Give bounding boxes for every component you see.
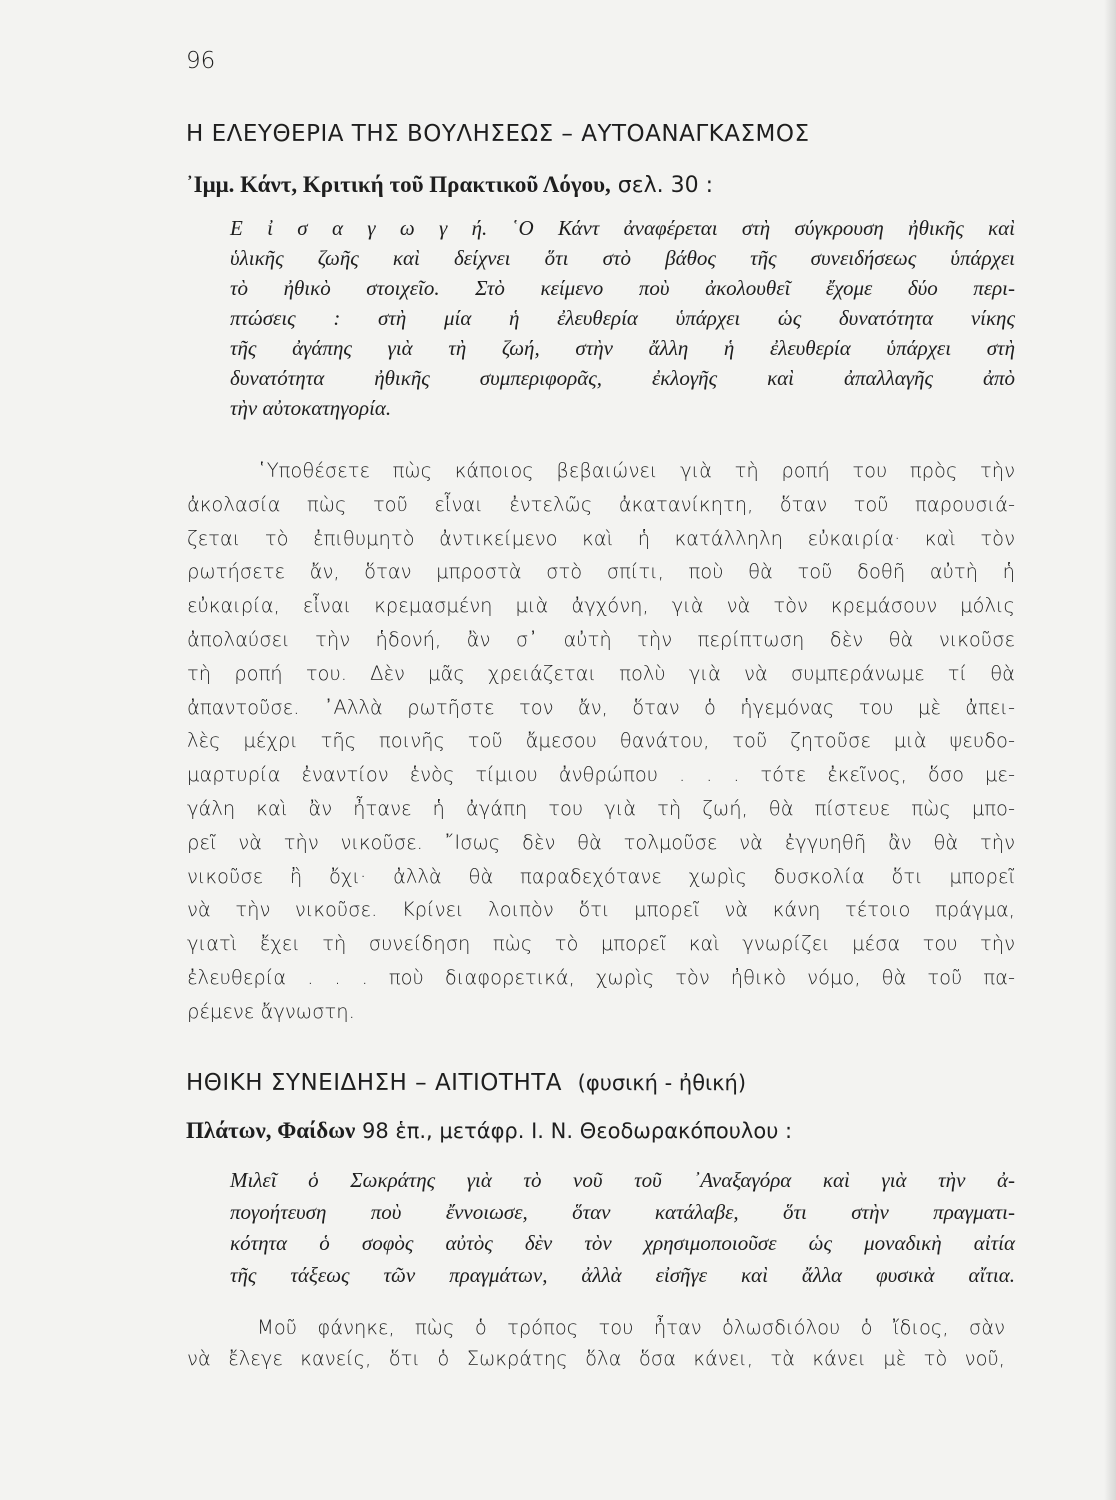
text-line: ἀπολαύσει τὴν ἡδονή, ἂν σ᾿ αὐτὴ τὴν περίπτωση δὲν θὰ νικοῦσε <box>187 628 1015 651</box>
text-line: τὸ ἠθικὸ στοιχεῖο. Στὸ κείμενο ποὺ ἀκολουθεῖ ἔχομε δύο περι- <box>230 276 1015 300</box>
text-line: τὴν αὐτοκατηγορία. <box>230 396 392 420</box>
text-line: ρεῖ νὰ τὴν νικοῦσε. ῎Ισως δὲν θὰ τολμοῦσε νὰ ἐγγυηθῆ ἂν θὰ τὴν <box>187 830 1015 854</box>
citation-plato-details: 98 ἑπ., μετάφρ. Ι. Ν. Θεοδωρακόπουλου : <box>361 1119 793 1143</box>
section-heading-text: ΗΘΙΚΗ ΣΥΝΕΙΔΗΣΗ – ΑΙΤΙΟΤΗΤΑ <box>186 1070 563 1096</box>
text-line: ὑλικῆς ζωῆς καὶ δείχνει ὅτι στὸ βάθος τῆς συνειδήσεως ὑπάρχει <box>230 246 1015 270</box>
page-number: 96 <box>186 48 216 74</box>
text-line: κότητα ὁ σοφὸς αὐτὸς δὲν τὸν χρησιμοποιοῦσε ὡς μοναδικὴ αἰτία <box>230 1231 1015 1255</box>
text-line: τῆς τάξεως τῶν πραγμάτων, ἀλλὰ εἰσῆγε καὶ ἄλλα φυσικὰ αἴτια. <box>230 1262 1015 1287</box>
text-line: Ε ἰ σ α γ ω γ ή. ῾Ο Κάντ ἀναφέρεται στὴ σύγκρουση ἠθικῆς καὶ <box>230 216 1015 240</box>
text-line: λὲς μέχρι τῆς ποινῆς τοῦ ἄμεσου θανάτου, τοῦ ζητοῦσε μιὰ ψευδο- <box>187 729 1015 753</box>
text-line: ἀκολασία πὼς τοῦ εἶναι ἐντελῶς ἀκατανίκητη, ὅταν τοῦ παρουσιά- <box>187 492 1015 516</box>
text-line: ῾Υποθέσετε πὼς κάποιος βεβαιώνει γιὰ τὴ ροπή του πρὸς τὴν <box>257 459 1015 482</box>
section-heading-freedom-of-will: Η ΕΛΕΥΘΕΡΙΑ ΤΗΣ ΒΟΥΛΗΣΕΩΣ – ΑΥΤΟΑΝΑΓΚΑΣΜΟΣ <box>186 121 810 147</box>
text-line: νὰ τὴν νικοῦσε. Κρίνει λοιπὸν ὅτι μπορεῖ νὰ κάνη τέτοιο πράγμα, <box>187 898 1015 922</box>
text-line: πογοήτευση ποὺ ἔννοιωσε, ὅταν κατάλαβε, ὅτι στὴν πραγματι- <box>230 1199 1015 1224</box>
text-line: νὰ ἔλεγε κανείς, ὅτι ὁ Σωκράτης ὅλα ὅσα κάνει, τὰ κάνει μὲ τὸ νοῦ, <box>187 1347 1005 1370</box>
text-line: Μοῦ φάνηκε, πὼς ὁ τρόπος του ἦταν ὁλωσδιόλου ὁ ἴδιος, σὰν <box>257 1316 1005 1339</box>
text-line: γάλη καὶ ἂν ἦτανε ἡ ἀγάπη του γιὰ τὴ ζωή, θὰ πίστευε πὼς μπο- <box>187 797 1015 820</box>
text-line: νικοῦσε ἢ ὄχι· ἀλλὰ θὰ παραδεχότανε χωρὶς δυσκολία ὅτι μπορεῖ <box>187 864 1015 888</box>
page-edge-shadow <box>1104 0 1116 1500</box>
citation-kant-title: ᾿Ιμμ. Κάντ, Κριτική τοῦ Πρακτικοῦ Λόγου, <box>186 172 611 197</box>
text-line: πτώσεις : στὴ μία ἡ ἐλευθερία ὑπάρχει ὡς δυνατότητα νίκης <box>230 306 1015 330</box>
text-line: δυνατότητα ἠθικῆς συμπεριφορᾶς, ἐκλογῆς καὶ ἀπαλλαγῆς ἀπὸ <box>230 366 1015 390</box>
text-line: ρέμενε ἄγνωστη. <box>187 999 355 1023</box>
text-line: τὴ ροπή του. Δὲν μᾶς χρειάζεται πολὺ γιὰ νὰ συμπεράνωμε τί θὰ <box>187 661 1015 685</box>
text-line: ζεται τὸ ἐπιθυμητὸ ἀντικείμενο καὶ ἡ κατάλληλη εὐκαιρία· καὶ τὸν <box>187 526 1015 550</box>
text-line: εὐκαιρία, εἶναι κρεμασμένη μιὰ ἀγχόνη, γιὰ νὰ τὸν κρεμάσουν μόλις <box>187 594 1015 618</box>
citation-plato <box>186 1118 792 1144</box>
citation-kant <box>186 172 713 198</box>
text-line: Μιλεῖ ὁ Σωκράτης γιὰ τὸ νοῦ τοῦ ᾿Αναξαγόρα καὶ γιὰ τὴν ἀ- <box>230 1168 1015 1192</box>
text-line: γιατὶ ἔχει τὴ συνείδηση πὼς τὸ μπορεῖ καὶ γνωρίζει μέσα του τὴν <box>187 932 1015 956</box>
section-heading-subtitle: (φυσική - ἠθική) <box>577 1071 747 1095</box>
text-line: ἀπαντοῦσε. ᾿Αλλὰ ρωτῆστε τον ἄν, ὅταν ὁ ἡγεμόνας του μὲ ἀπει- <box>187 695 1015 719</box>
citation-kant-page: σελ. 30 : <box>617 173 714 198</box>
text-line: μαρτυρία ἐναντίον ἑνὸς τίμιου ἀνθρώπου . . . τότε ἐκεῖνος, ὅσο με- <box>187 763 1015 787</box>
section-heading-moral-conscience <box>186 1070 746 1096</box>
citation-plato-title: Πλάτων, Φαίδων <box>186 1118 356 1143</box>
text-line: ρωτήσετε ἄν, ὅταν μπροστὰ στὸ σπίτι, ποὺ θὰ τοῦ δοθῆ αὐτὴ ἡ <box>187 560 1015 584</box>
text-line: τῆς ἀγάπης γιὰ τὴ ζωή, στὴν ἄλλη ἡ ἐλευθερία ὑπάρχει στὴ <box>230 336 1015 360</box>
text-line: ἐλευθερία . . . ποὺ διαφορετικά, χωρὶς τὸν ἠθικὸ νόμο, θὰ τοῦ πα- <box>187 966 1015 989</box>
